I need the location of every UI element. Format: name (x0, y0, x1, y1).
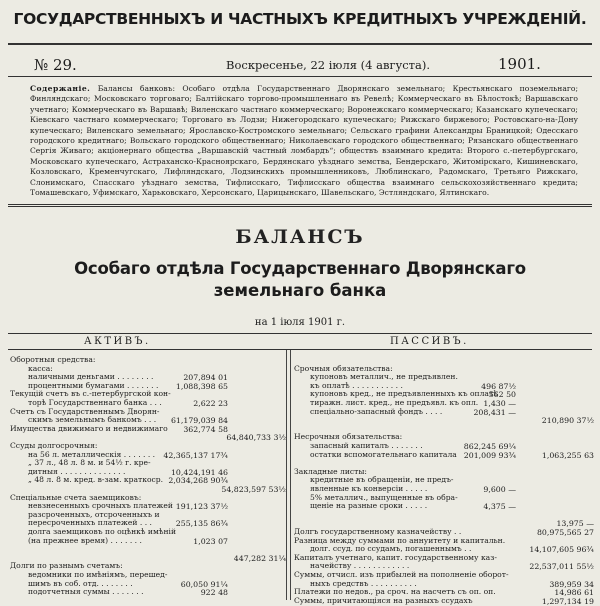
aktiv-amount: 61,179,039 84 (170, 416, 228, 426)
table-rule-top (8, 333, 592, 334)
aktiv-line: Счетъ съ Государственнымъ Дворян- (10, 406, 160, 416)
passiv-line: начейству . . . . . . . . . . . . (310, 561, 410, 571)
passiv-line: Срочныя обязательства: (294, 363, 393, 373)
passiv-line: щенiе на разные сроки . . . . . (310, 501, 428, 511)
aktiv-column-header: АКТИВЪ. (84, 336, 151, 347)
passiv-line: кредитные въ обращенiи, не предъ- (310, 475, 454, 485)
passiv-line: остатки вспомогательнаго капитала (310, 449, 457, 459)
section-divider (8, 204, 592, 209)
aktiv-line: Оборотныя средства: (10, 355, 96, 364)
passiv-line: Суммы, причитающiяся на разныхъ ссудахъ (294, 595, 473, 605)
aktiv-amount: 1,088,398 65 (175, 381, 228, 391)
aktiv-line: Долги по разнымъ счетамъ: (10, 561, 123, 571)
journal-header-title: ГОСУДАРСТВЕННЫХЪ И ЧАСТНЫХЪ КРЕДИТНЫХЪ УЧРЕЖДЕНIЙ. (13, 10, 587, 28)
passiv-total: 80,975,565 27 (536, 528, 594, 537)
aktiv-line: Имущества движимаго и недвижимаго (10, 423, 168, 433)
aktiv-line: пересроченныхъ платежей . . . (28, 518, 152, 528)
passiv-total: 22,537,011 55½ (529, 562, 594, 572)
passiv-line: Долгъ государственному казначейству . . (294, 527, 462, 536)
aktiv-line: Спецiальные счета заемщиковъ: (10, 492, 142, 502)
aktiv-amount: 60,050 91¼ (180, 579, 228, 589)
passiv-line: Закладные листы: (294, 466, 367, 476)
aktiv-amount: 362,774 58 (183, 424, 228, 434)
passiv-total: 1,063,255 63 (541, 450, 594, 460)
aktiv-column (10, 356, 286, 600)
passiv-line: ныхъ средствъ . . . . . . . . . . (310, 578, 417, 588)
aktiv-line: разсроченныхъ, отсроченныхъ и (28, 509, 160, 519)
passiv-line: долг. ссуд. по ссудамъ, погашеннымъ . . (310, 544, 472, 554)
passiv-line: Капиталъ учетнаго, капит. государственному каз- (294, 552, 497, 562)
balance-subtitle-line2: земельнаго банка (213, 281, 387, 300)
balance-date: на 1 iюля 1901 г. (254, 317, 346, 328)
aktiv-amount: 2,622 23 (193, 399, 228, 408)
passiv-line: Суммы, отчисл. изъ прибылей на пополненiе оборот- (294, 570, 509, 579)
passiv-amount: 201,009 93¾ (463, 450, 516, 460)
aktiv-line: Текущiй счетъ въ с.-петербургской кон- (10, 389, 171, 399)
aktiv-line: долга заемщиковъ по оцѣнкѣ имѣнiй (28, 527, 177, 536)
passiv-line: къ оплатѣ . . . . . . . . . . . (310, 380, 403, 390)
passiv-line: запасный капиталъ . . . . . . . (310, 441, 423, 450)
passiv-line: купоновъ кред., не предъявленныхъ къ оплатѣ (310, 389, 498, 399)
aktiv-amount: 255,135 86¾ (175, 519, 228, 529)
contents-text: Балансы банковъ: Особаго отдѣла Государственнаго Дворянскаго земельнаго; Крестьянскаго поземельнаго; Финляндскаго; Московскаго торговаго; Балтiйскаго торгово-промышленнаго въ Ревелѣ; Коммерческаго въ Бѣлостокѣ; Варшавскаго учетнаго; Коммерческаго въ Варшавѣ; Виленскаго частнаго коммерческаго; Воронежскаго коммерческаго; Казанскаго купеческаго; Кiевскаго частнаго коммерческаго; Торговаго въ Лодзи; Нижегородскаго купеческаго; Рижскаго биржевого; Ростовскаго-на-Дону купеческаго; Виленскаго земельнаго; Ярославско-Костромского земельнаго; Сельскаго графини Александры Браницкой; Одесскаго городского кредитнаго; Вольскаго городского общественнаго; Николаевскаго городского общественнаго; Рязанскаго общественнаго Сергiя Живаго; акцiонернаго общества „Варшавскiй частный ломбардъ“; обществъ взаимнаго кредита: Второго с.-петербургскаго, Московскаго купеческаго, Астраханско-Красноярскаго, Бердянскаго уѣзднаго земства, Бендерскаго, Житомiрскаго, Кишиневскаго, Козловскаго, Кременчугскаго, Лифляндскаго, Лодзинскихъ промышленниковъ, Люблинскаго, Радомскаго, Третьяго Рижскаго, Слонимскаго, Спасскаго уѣзднаго земства, Тифлисскаго, Тифлисскаго общества взаимнаго сельскохозяйственнаго кредита; Томашевскаго, Уфимскаго, Харьковскаго, Херсонскаго, Царицынскаго, Шавельскаго, Эстляндскаго, Ялтинскаго. (30, 84, 579, 198)
passiv-amount: 496 87½ (481, 381, 516, 391)
passiv-amount: 1,430 — (483, 399, 516, 408)
passiv-column (294, 356, 594, 606)
header-rule-top (8, 43, 592, 45)
passiv-amount: 9,600 — (483, 485, 516, 494)
passiv-total: 14,107,605 96¾ (529, 545, 594, 555)
passiv-amount: 208,431 — (473, 407, 516, 417)
balance-heading: БАЛАНСЪ (235, 226, 365, 248)
issue-number: № 29. (34, 56, 77, 74)
passiv-total: 210,890 37½ (541, 416, 594, 426)
passiv-line: Разница между суммами по аннуитету и капитальн. (294, 535, 506, 545)
passiv-total: 389,959 34 (549, 579, 594, 589)
passiv-line: Платежи по недов., ра сроч. на насчетъ съ оп. оп. (294, 587, 496, 597)
balance-subtitle-line1: Особаго отдѣла Государственнаго Дворянскаго (74, 259, 526, 278)
aktiv-line: шимъ въ соб. отд. . . . . . . . (28, 578, 133, 588)
aktiv-total: 54,823,597 53½ (221, 485, 286, 494)
passiv-line: купоновъ металлич., не предъявлен. (310, 372, 458, 382)
passiv-column-header: ПАССИВЪ. (390, 336, 469, 347)
aktiv-line: (на прежнее время) . . . . . . . (28, 535, 142, 545)
aktiv-line: „ 48 л. 8 м. кред. в-зам. краткоср. (28, 475, 164, 485)
column-divider-left (286, 350, 287, 600)
aktiv-line: „ 37 л., 48 л. 8 м. и 54½ г. кре- (28, 458, 151, 468)
aktiv-amount: 191,123 37½ (175, 502, 228, 512)
passiv-line: 5% металлич., выпущенные въ обра- (310, 492, 458, 502)
passiv-total: 1,297,134 19 (541, 596, 594, 606)
aktiv-amount: 922 48 (200, 588, 228, 598)
issue-date: Воскресенье, 22 iюля (4 августа). (226, 58, 431, 72)
aktiv-total: 64,840,733 3½ (226, 433, 286, 443)
passiv-total: 13,975 — (556, 519, 594, 529)
passiv-line: явленные къ конверсiи . . . . . (310, 484, 428, 493)
contents-paragraph (30, 84, 578, 198)
passiv-line: Несрочныя обязательства: (294, 432, 403, 442)
passiv-amount: 562 50 (488, 390, 516, 400)
passiv-total: 14,986 61 (554, 588, 594, 598)
passiv-line: тиражн. лист. кред., не предъявл. къ опл. (310, 398, 479, 407)
issue-year: 1901. (498, 55, 541, 73)
passiv-amount: 862,245 69¼ (463, 442, 516, 451)
table-rule-header (8, 349, 592, 350)
aktiv-line: касса: (28, 363, 53, 373)
aktiv-line: торѣ Государственнаго банка . . . (28, 398, 162, 407)
header-rule-bottom (8, 76, 592, 77)
aktiv-amount: 1,023 07 (193, 536, 228, 546)
aktiv-line: скимъ земельнымъ банкомъ . . . (28, 415, 157, 425)
aktiv-total: 447,282 31¼ (233, 553, 286, 563)
aktiv-amount: 10,424,191 46 (170, 467, 228, 477)
passiv-line: спецiально-запасный фондъ . . . . (310, 406, 443, 416)
aktiv-amount: 42,365,137 17¾ (163, 450, 228, 460)
aktiv-line: подотчетныя суммы . . . . . . . (28, 587, 144, 597)
aktiv-line: Ссуды долгосрочныя: (10, 441, 98, 450)
column-divider-right (290, 350, 291, 600)
aktiv-line: невзнесенныхъ срочныхъ платежей (28, 501, 173, 511)
aktiv-line: наличными деньгами . . . . . . . . (28, 372, 154, 382)
aktiv-line: на 56 л. металлическiя . . . . . . . (28, 449, 156, 459)
aktiv-amount: 2,034,268 90¾ (168, 476, 228, 486)
passiv-amount: 4,375 — (483, 502, 516, 512)
aktiv-line: процентными бумагами . . . . . . . (28, 380, 159, 390)
contents-label: Содержанiе. (30, 84, 91, 93)
aktiv-amount: 207,894 01 (183, 373, 228, 383)
aktiv-line: ведомники по имѣнiямъ, перешед- (28, 570, 168, 579)
aktiv-line: дитныя . . . . . . . . . . . . . . (28, 466, 126, 476)
